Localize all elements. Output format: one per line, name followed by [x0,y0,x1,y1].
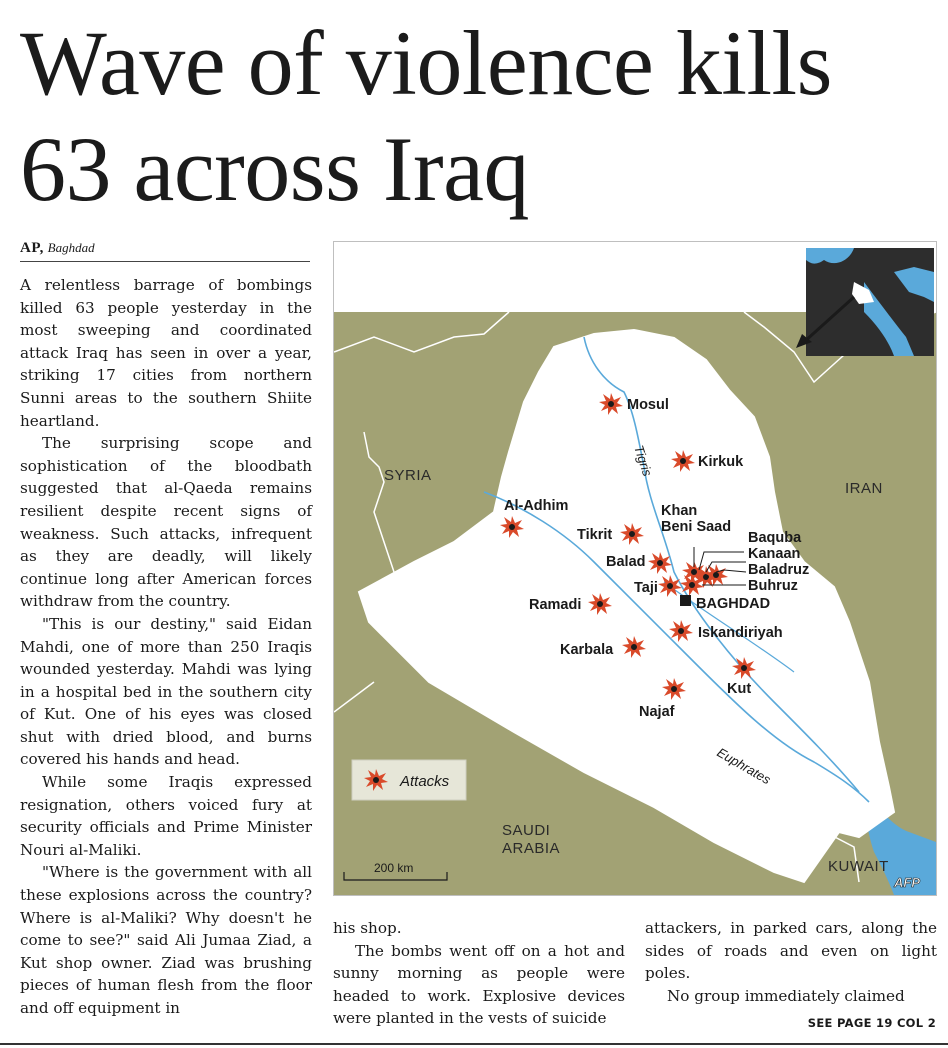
city-al-adhim: Al-Adhim [504,498,569,514]
scale-label: 200 km [374,861,414,875]
paragraph: his shop. [333,919,402,937]
tigris-label: Tigris [631,443,656,479]
paragraph: "Where is the government with all these explosions across the country? Where is al-Maliki? Why doesn't he come to see?" said Ali Jumaa Ziad, a Kut shop owner. Ziad was brushing pieces of human flesh from the floor and off equipment in [20,863,312,1017]
paragraph: No group immediately claimed [667,986,905,1005]
map-credit: AFP [894,875,920,890]
city-kanaan: Kanaan [748,546,801,562]
headline-line-1: Wave of violence kills [20,12,832,114]
iraq-attacks-map [333,241,937,896]
city-iskandiriyah: Iskandiriyah [698,625,783,641]
city-balad: Balad [606,554,646,570]
paragraph: "This is our destiny," said Eidan Mahdi, one of more than 250 Iraqis wounded yesterday. Mahdi was lying in a hospital bed in the southern city of Kut. One of his eyes was closed shut with dried blood, and burns covered his hands and head. [20,614,312,769]
article-column-3 [645,917,937,1007]
legend-label: Attacks [400,773,450,790]
headline [20,10,940,222]
paragraph: A relentless barrage of bombings killed 63 people yesterday in the most sweeping and coordinated attack Iraq has seen in over a year, striking 17 cities from northern Sunni areas to the southern Shiite heartland. [20,276,312,430]
city-mosul: Mosul [627,397,669,413]
country-saudi-2: ARABIA [502,840,561,857]
paragraph: While some Iraqis expressed resignation, others voiced fury at security officials and Prime Minister Nouri al-Maliki. [20,773,312,859]
byline-agency: AP, [20,240,44,256]
city-khan-2: Beni Saad [661,519,732,535]
city-karbala: Karbala [560,642,614,658]
byline-location: Baghdad [47,240,95,255]
city-kirkuk: Kirkuk [698,454,744,470]
headline-line-2: 63 across Iraq [20,118,530,220]
continuation-note: SEE PAGE 19 COL 2 [807,1016,936,1030]
city-ramadi: Ramadi [529,597,582,613]
city-kut: Kut [727,681,752,697]
city-khan-1: Khan [661,503,698,519]
city-baquba: Baquba [748,530,802,546]
country-syria: SYRIA [384,467,432,484]
inset-locator-map [796,248,934,356]
country-iran: IRAN [845,480,883,497]
map-svg [334,242,936,895]
map-legend [352,760,466,800]
article-column-2 [333,917,625,1030]
city-baladruz: Baladruz [748,562,810,578]
city-tikrit: Tikrit [577,527,613,543]
paragraph: The surprising scope and sophistication of the bloodbath suggested that al-Qaeda remains resilient despite recent signs of weakness. Such attacks, infrequent as they are deadly, will likely continue long after American forces withdraw from the country. [20,434,312,611]
country-kuwait: KUWAIT [828,858,889,875]
bottom-rule [0,1043,948,1045]
city-taji: Taji [634,580,658,596]
country-saudi-1: SAUDI [502,822,551,839]
city-baghdad: BAGHDAD [696,596,771,612]
byline [20,240,310,262]
article-column-1 [20,274,312,1020]
paragraph: attackers, in parked cars, along the sides of roads and even on light poles. [645,919,937,983]
baghdad-marker [680,595,691,606]
city-najaf: Najaf [639,704,675,720]
city-buhruz: Buhruz [748,578,798,594]
paragraph: The bombs went off on a hot and sunny morning as people were headed to work. Explosive devices were planted in the vests of suicide [333,941,625,1028]
euphrates-label: Euphrates [714,744,774,788]
